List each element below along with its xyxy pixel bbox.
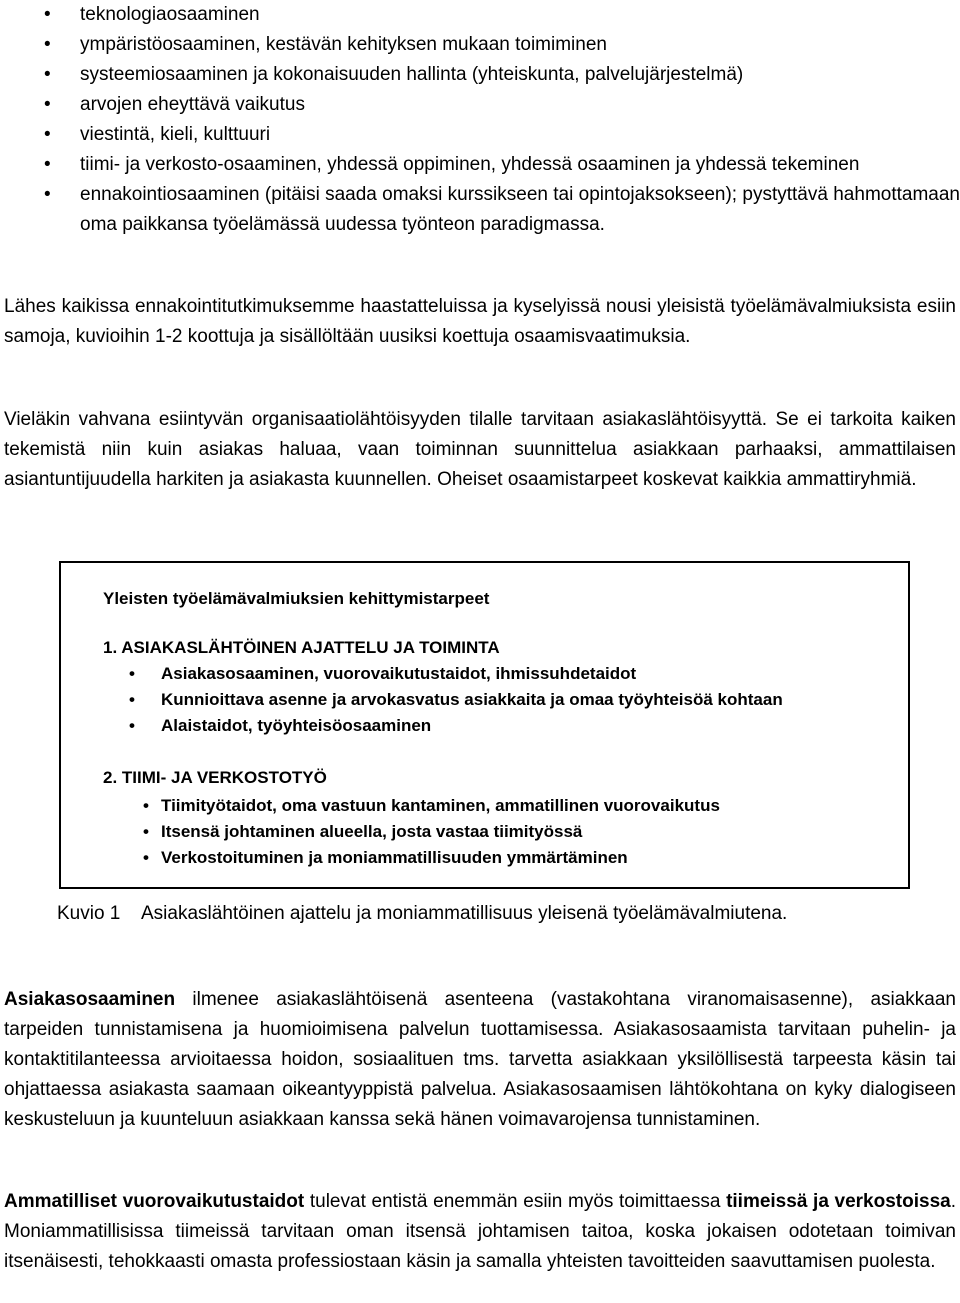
list-item: • tiimi- ja verkosto-osaaminen, yhdessä oppiminen, yhdessä osaaminen ja yhdessä tekeminen xyxy=(0,150,960,180)
paragraph-customer-orientation: Vieläkin vahvana esiintyvän organisaatiolähtöisyyden tilalle tarvitaan asiakaslähtöisyyttä. Se ei tarkoita kaiken tekemistä niin kuin asiakas haluaa, vaan toiminnan suunnittelua asiakkaan parhaaksi, ammattilaisen asiantuntijuudella harkiten ja asiakasta kuunnellen. Oheiset osaamistarpeet koskevat kaikkia ammattiryhmiä. xyxy=(4,409,956,490)
section-2-title: 2. TIIMI- JA VERKOSTOTYÖ xyxy=(103,768,327,787)
bullet-icon: • xyxy=(129,664,135,683)
list-item: • teknologiaosaaminen xyxy=(0,0,960,30)
bullet-icon: • xyxy=(44,34,51,55)
list-item: • arvojen eheyttävä vaikutus xyxy=(0,90,960,120)
list-item: • ennakointiosaaminen (pitäisi saada omaksi kurssikseen tai opintojaksokseen); pystyttävä hahmottamaan oma paikkansa työelämässä uudessa työnteon paradigmassa. xyxy=(0,180,960,240)
bullet-icon: • xyxy=(129,690,135,709)
list-item: • Verkostoituminen ja moniammatillisuuden ymmärtäminen xyxy=(161,845,720,871)
list-item: • Tiimityötaidot, oma vastuun kantaminen, ammatillinen vuorovaikutus xyxy=(161,793,720,819)
bullet-icon: • xyxy=(44,184,51,205)
list-item: • Asiakasosaaminen, vuorovaikutustaidot, ihmissuhdetaidot xyxy=(161,661,783,687)
bullet-icon: • xyxy=(143,796,149,815)
figure-caption-text: Asiakaslähtöinen ajattelu ja moniammatillisuus yleisenä työelämävalmiutena. xyxy=(141,903,788,924)
bullet-icon: • xyxy=(44,154,51,175)
bullet-icon: • xyxy=(143,848,149,867)
term-vuorovaikutustaidot: Ammatilliset vuorovaikutustaidot xyxy=(4,1191,305,1212)
list-item: • Itsensä johtaminen alueella, josta vastaa tiimityössä xyxy=(161,819,720,845)
bullet-icon: • xyxy=(44,4,51,25)
bullet-list xyxy=(0,0,960,240)
bullet-icon: • xyxy=(44,124,51,145)
section-1-title: 1. ASIAKASLÄHTÖINEN AJATTELU JA TOIMINTA xyxy=(103,638,500,657)
term-tiimit-verkostot: tiimeissä ja verkostoissa xyxy=(726,1191,951,1212)
list-item: • Alaistaidot, työyhteisöosaaminen xyxy=(161,713,783,739)
paragraph-competence-findings: Lähes kaikissa ennakointitutkimuksemme haastatteluissa ja kyselyissä nousi yleisistä työelämävalmiuksista esiin samoja, kuvioihin 1-2 koottuja ja sisällöltään uusiksi koettuja osaamisvaatimuksia. xyxy=(4,296,956,347)
figure-box xyxy=(59,561,910,889)
bullet-icon: • xyxy=(44,64,51,85)
section-2-list xyxy=(143,793,720,871)
section-1-list xyxy=(129,661,783,739)
list-item: • Kunnioittava asenne ja arvokasvatus asiakkaita ja omaa työyhteisöä kohtaan xyxy=(161,687,783,713)
bullet-icon: • xyxy=(143,822,149,841)
bullet-icon: • xyxy=(44,94,51,115)
term-asiakasosaaminen: Asiakasosaaminen xyxy=(4,989,176,1010)
figure-caption xyxy=(57,899,787,929)
figure-caption-number: Kuvio 1 xyxy=(57,903,121,924)
paragraph-customer-competence: Asiakasosaaminen ilmenee asiakaslähtöisenä asenteena (vastakohtana viranomaisasenne), asiakkaan tarpeiden tunnistamisena ja huomioimisena palvelun tuottamisessa. Asiakasosaamista tarvitaan puhelin- ja kontaktitilanteessa arvioitaessa hoidon, sosiaalituen tms. tarvetta asiakkaan yksilöllisestä tarpeesta käsin tai ohjattaessa asiakasta saamaan oikeantyyppistä palvelua. Asiakasosaamisen lähtökohtana on kyky dialogiseen keskusteluun ja kuunteluun asiakkaan kanssa sekä hänen voimavarojensa tunnistaminen. xyxy=(4,989,956,1130)
list-item: • systeemiosaaminen ja kokonaisuuden hallinta (yhteiskunta, palvelujärjestelmä) xyxy=(0,60,960,90)
figure-title: Yleisten työelämävalmiuksien kehittymistarpeet xyxy=(103,589,490,608)
list-item: • ympäristöosaaminen, kestävän kehityksen mukaan toimiminen xyxy=(0,30,960,60)
paragraph-interaction-skills: Ammatilliset vuorovaikutustaidot tulevat entistä enemmän esiin myös toimittaessa tiimeissä ja verkostoissa. Moniammatillisissa tiimeissä tarvitaan oman itsensä johtamisen taitoa, koska jokaisen odotetaan toimivan itsenäisesti, tehokkaasti omasta professiostaan käsin ja samalla yhteisten tavoitteiden saavuttamisen puolesta. xyxy=(4,1191,956,1272)
bullet-icon: • xyxy=(129,716,135,735)
list-item: • viestintä, kieli, kulttuuri xyxy=(0,120,960,150)
